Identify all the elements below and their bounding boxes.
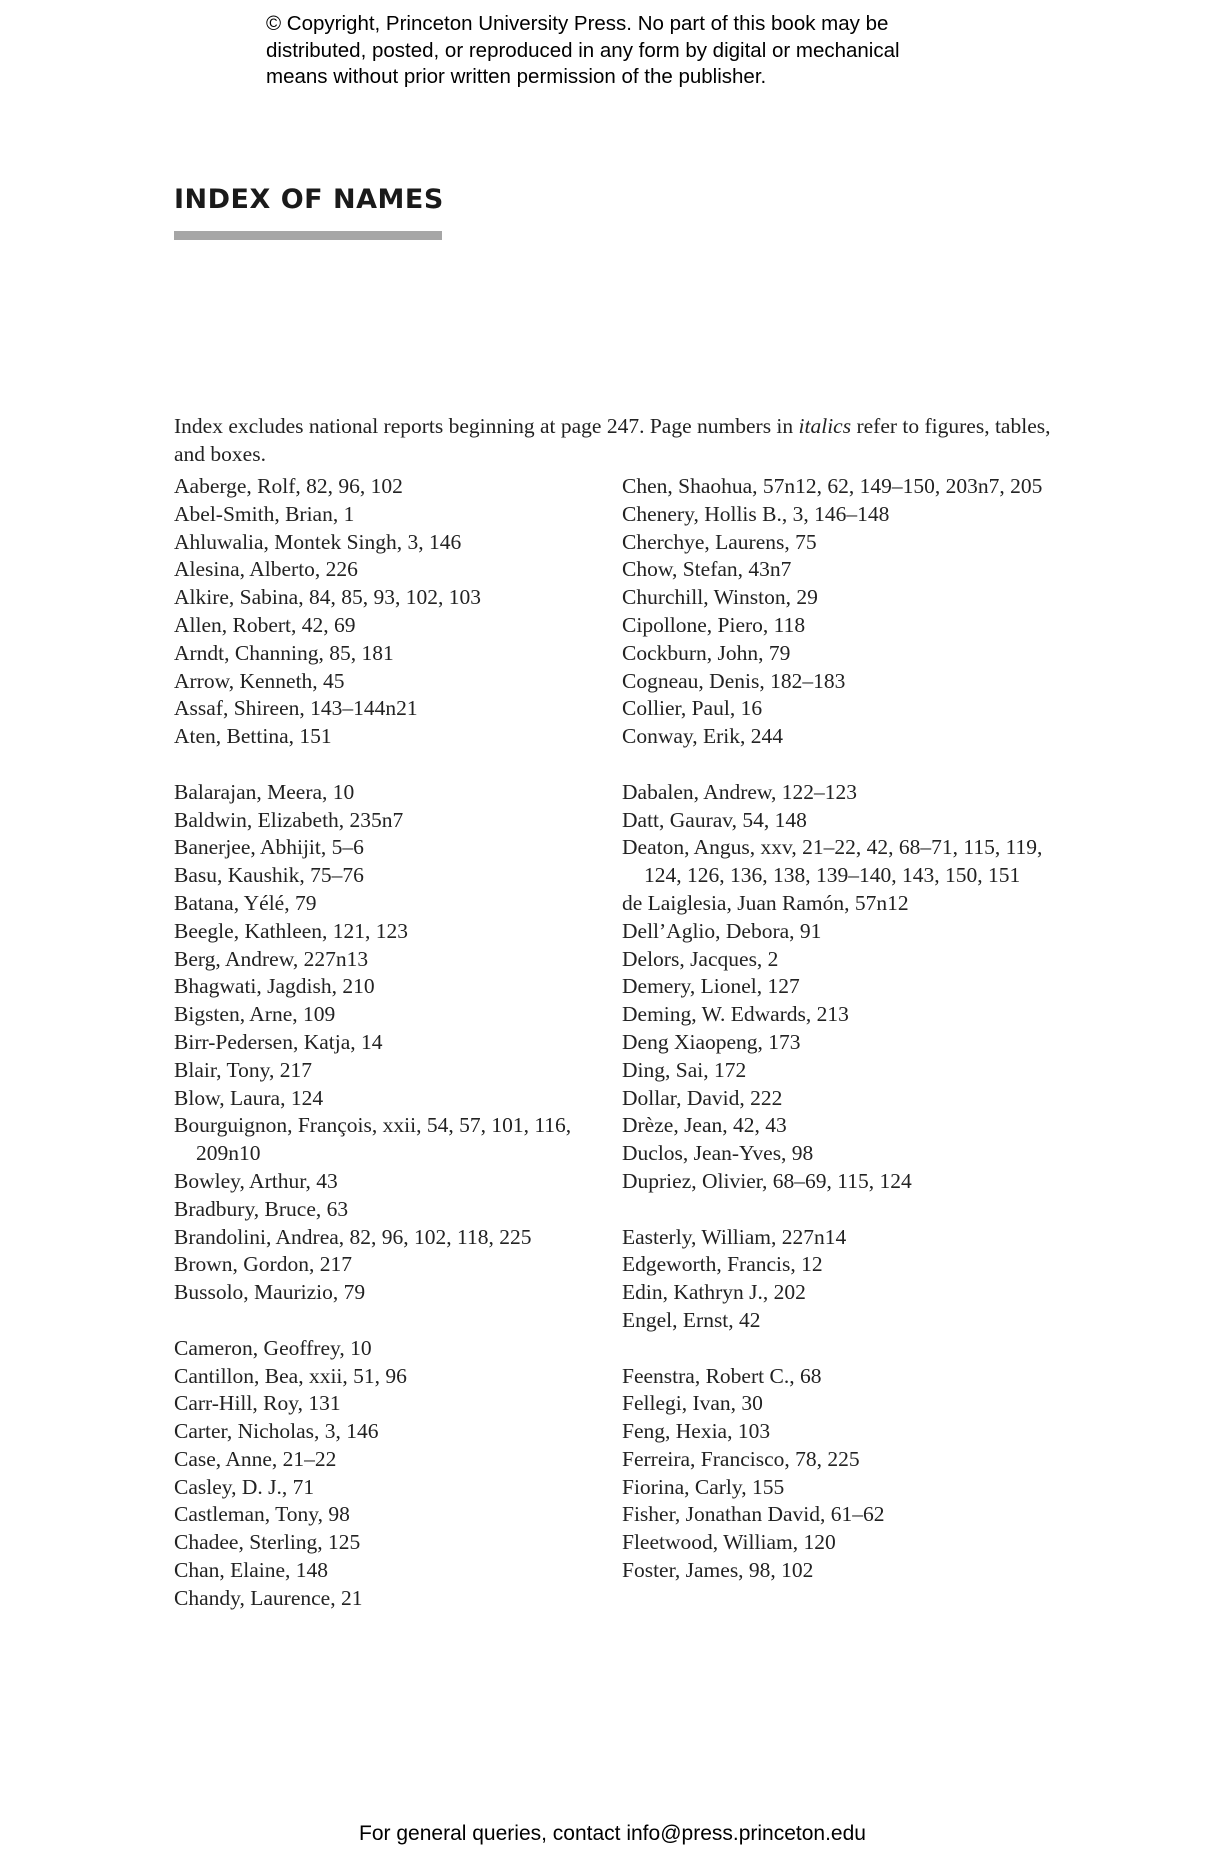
index-entry: Dupriez, Olivier, 68–69, 115, 124 xyxy=(622,1168,912,1193)
footer-contact: For general queries, contact info@press.princeton.edu xyxy=(359,1822,866,1845)
title-underline xyxy=(174,231,442,240)
index-entry: Fellegi, Ivan, 30 xyxy=(622,1391,763,1416)
letter-group-gap xyxy=(622,1335,1052,1363)
index-entry: Deng Xiaopeng, 173 xyxy=(622,1029,801,1054)
index-entry: Dollar, David, 222 xyxy=(622,1085,783,1110)
index-entry: Cameron, Geoffrey, 10 xyxy=(174,1335,372,1360)
index-entry: Aten, Bettina, 151 xyxy=(174,724,332,749)
index-entry: Cantillon, Bea, xxii, 51, 96 xyxy=(174,1363,407,1388)
index-entry: Alesina, Alberto, 226 xyxy=(174,557,358,582)
index-entry: Fisher, Jonathan David, 61–62 xyxy=(622,1502,885,1527)
letter-group-gap xyxy=(622,751,1052,779)
index-entry: Carr-Hill, Roy, 131 xyxy=(174,1391,341,1416)
index-entry: Brandolini, Andrea, 82, 96, 102, 118, 225 xyxy=(174,1224,532,1249)
index-entry: Castleman, Tony, 98 xyxy=(174,1502,350,1527)
intro-text: refer to figures, tables, and boxes. xyxy=(174,413,1051,466)
index-entry: de Laiglesia, Juan Ramón, 57n12 xyxy=(622,890,909,915)
index-entry: Chow, Stefan, 43n7 xyxy=(622,557,792,582)
index-entry: Bourguignon, François, xxii, 54, 57, 101, 116, 209n10 xyxy=(174,1113,572,1166)
index-column-right xyxy=(622,473,1052,1585)
index-entry: Arrow, Kenneth, 45 xyxy=(174,668,345,693)
page-title: INDEX OF NAMES xyxy=(174,184,444,215)
index-entry: Delors, Jacques, 2 xyxy=(622,946,779,971)
index-entry: Bussolo, Maurizio, 79 xyxy=(174,1280,366,1305)
index-entry: Feenstra, Robert C., 68 xyxy=(622,1363,822,1388)
index-entry: Dabalen, Andrew, 122–123 xyxy=(622,779,858,804)
copyright-notice xyxy=(266,11,986,91)
index-entry: Datt, Gaurav, 54, 148 xyxy=(622,807,807,832)
index-entry: Cipollone, Piero, 118 xyxy=(622,612,806,637)
index-entry: Carter, Nicholas, 3, 146 xyxy=(174,1419,379,1444)
index-entry: Casley, D. J., 71 xyxy=(174,1474,315,1499)
index-entry: Arndt, Channing, 85, 181 xyxy=(174,640,394,665)
index-entry: Deming, W. Edwards, 213 xyxy=(622,1002,849,1027)
index-entry: Assaf, Shireen, 143–144n21 xyxy=(174,696,418,721)
index-entry: Banerjee, Abhijit, 5–6 xyxy=(174,835,364,860)
index-entry: Blow, Laura, 124 xyxy=(174,1085,324,1110)
index-entry: Chen, Shaohua, 57n12, 62, 149–150, 203n7, 205 xyxy=(622,474,1043,498)
index-entry: Ahluwalia, Montek Singh, 3, 146 xyxy=(174,529,462,554)
index-entry: Balarajan, Meera, 10 xyxy=(174,779,355,804)
index-entry: Chan, Elaine, 148 xyxy=(174,1558,329,1583)
index-entry: Case, Anne, 21–22 xyxy=(174,1446,337,1471)
index-entry: Foster, James, 98, 102 xyxy=(622,1558,814,1583)
letter-group-gap xyxy=(174,1307,594,1335)
intro-italic-word: italics xyxy=(798,413,852,438)
index-entry: Feng, Hexia, 103 xyxy=(622,1419,771,1444)
index-entry: Bowley, Arthur, 43 xyxy=(174,1168,338,1193)
index-entry: Bhagwati, Jagdish, 210 xyxy=(174,974,375,999)
index-entry: Ding, Sai, 172 xyxy=(622,1057,747,1082)
index-entry: Cogneau, Denis, 182–183 xyxy=(622,668,846,693)
index-entry: Aaberge, Rolf, 82, 96, 102 xyxy=(174,474,403,498)
copyright-line: means without prior written permission of the publisher. xyxy=(266,65,767,88)
index-entry: Cherchye, Laurens, 75 xyxy=(622,529,817,554)
index-entry: Alkire, Sabina, 84, 85, 93, 102, 103 xyxy=(174,585,481,610)
index-entry: Fleetwood, William, 120 xyxy=(622,1530,836,1555)
index-entry: Birr-Pedersen, Katja, 14 xyxy=(174,1029,383,1054)
index-entry: Dell’Aglio, Debora, 91 xyxy=(622,918,822,943)
index-entry: Allen, Robert, 42, 69 xyxy=(174,612,356,637)
copyright-line: distributed, posted, or reproduced in any form by digital or mechanical xyxy=(266,38,900,62)
index-entry: Bigsten, Arne, 109 xyxy=(174,1002,336,1027)
index-entry: Abel-Smith, Brian, 1 xyxy=(174,501,355,526)
index-entry: Chandy, Laurence, 21 xyxy=(174,1585,363,1610)
index-entry: Cockburn, John, 79 xyxy=(622,640,791,665)
index-entry: Conway, Erik, 244 xyxy=(622,724,784,749)
index-entry: Engel, Ernst, 42 xyxy=(622,1307,761,1332)
index-entry: Ferreira, Francisco, 78, 225 xyxy=(622,1446,860,1471)
index-entry: Edin, Kathryn J., 202 xyxy=(622,1280,806,1305)
index-entry: Baldwin, Elizabeth, 235n7 xyxy=(174,807,404,832)
index-entry: Chenery, Hollis B., 3, 146–148 xyxy=(622,501,890,526)
index-entry: Edgeworth, Francis, 12 xyxy=(622,1252,823,1277)
index-entry: Drèze, Jean, 42, 43 xyxy=(622,1113,787,1138)
intro-text: Index excludes national reports beginning at page 247. Page numbers in xyxy=(174,413,799,438)
index-entry: Berg, Andrew, 227n13 xyxy=(174,946,369,971)
index-entry: Basu, Kaushik, 75–76 xyxy=(174,863,364,888)
index-entry: Demery, Lionel, 127 xyxy=(622,974,800,999)
index-entry: Chadee, Sterling, 125 xyxy=(174,1530,361,1555)
index-entry: Easterly, William, 227n14 xyxy=(622,1224,847,1249)
index-entry: Collier, Paul, 16 xyxy=(622,696,763,721)
index-entry: Beegle, Kathleen, 121, 123 xyxy=(174,918,409,943)
index-entry: Blair, Tony, 217 xyxy=(174,1057,312,1082)
index-entry: Bradbury, Bruce, 63 xyxy=(174,1196,349,1221)
copyright-line: © Copyright, Princeton University Press. No part of this book may be xyxy=(266,12,889,35)
index-column-left xyxy=(174,473,594,1613)
letter-group-gap xyxy=(174,751,594,779)
index-entry: Brown, Gordon, 217 xyxy=(174,1252,352,1277)
index-entry: Fiorina, Carly, 155 xyxy=(622,1474,785,1499)
index-entry: Batana, Yélé, 79 xyxy=(174,890,317,915)
index-intro xyxy=(174,412,1054,468)
index-entry: Churchill, Winston, 29 xyxy=(622,585,818,610)
index-entry: Deaton, Angus, xxv, 21–22, 42, 68–71, 115, 119, 124, 126, 136, 138, 139–140, 143, 150, 151 xyxy=(622,835,1043,888)
index-entry: Duclos, Jean-Yves, 98 xyxy=(622,1141,814,1166)
letter-group-gap xyxy=(622,1196,1052,1224)
